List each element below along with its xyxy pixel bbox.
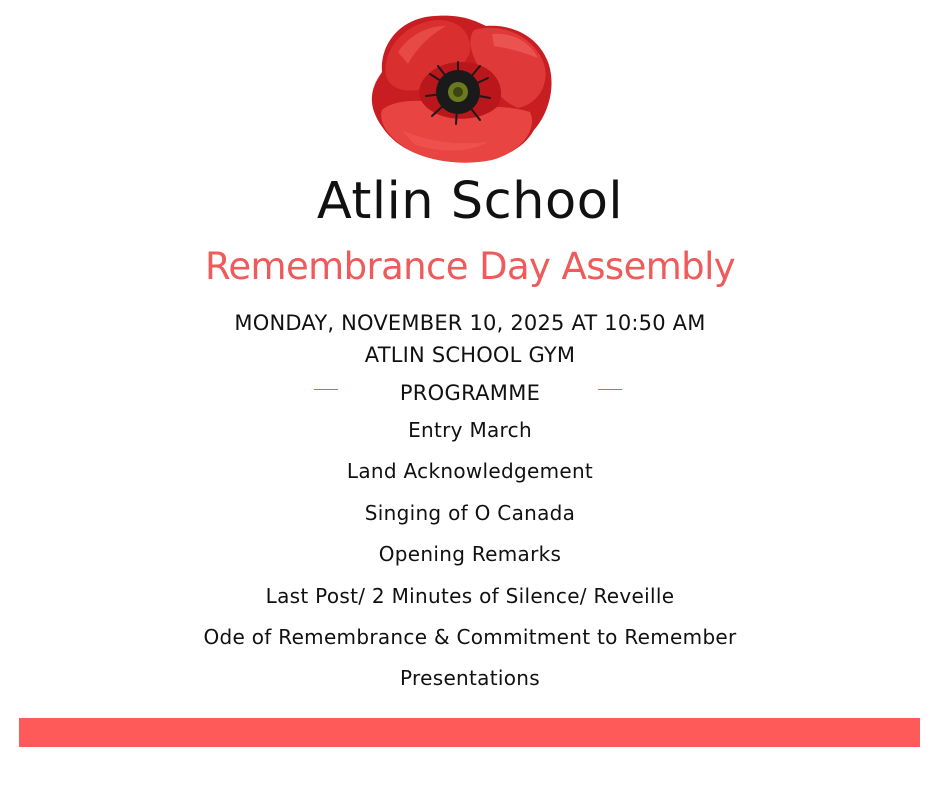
programme-item: Land Acknowledgement <box>346 459 594 484</box>
divider-right <box>598 389 622 390</box>
poppy-flower-icon <box>362 12 556 166</box>
event-location: ATLIN SCHOOL GYM <box>364 343 576 367</box>
page-title: Atlin School <box>316 172 624 231</box>
programme-item: Ode of Remembrance & Commitment to Remember <box>203 624 737 649</box>
page-subtitle: Remembrance Day Assembly <box>204 245 736 288</box>
programme-header <box>0 379 940 409</box>
event-date-time: MONDAY, NOVEMBER 10, 2025 AT 10:50 AM <box>234 311 706 335</box>
programme-list <box>0 415 940 705</box>
programme-item: Presentations <box>400 666 540 691</box>
programme-item: Singing of O Canada <box>364 500 576 525</box>
programme-heading: PROGRAMME <box>399 381 541 405</box>
footer-accent-bar <box>19 718 920 747</box>
programme-item: Opening Remarks <box>378 542 562 567</box>
programme-item: Last Post/ 2 Minutes of Silence/ Reveille <box>265 583 675 608</box>
programme-item: Entry March <box>408 418 532 442</box>
